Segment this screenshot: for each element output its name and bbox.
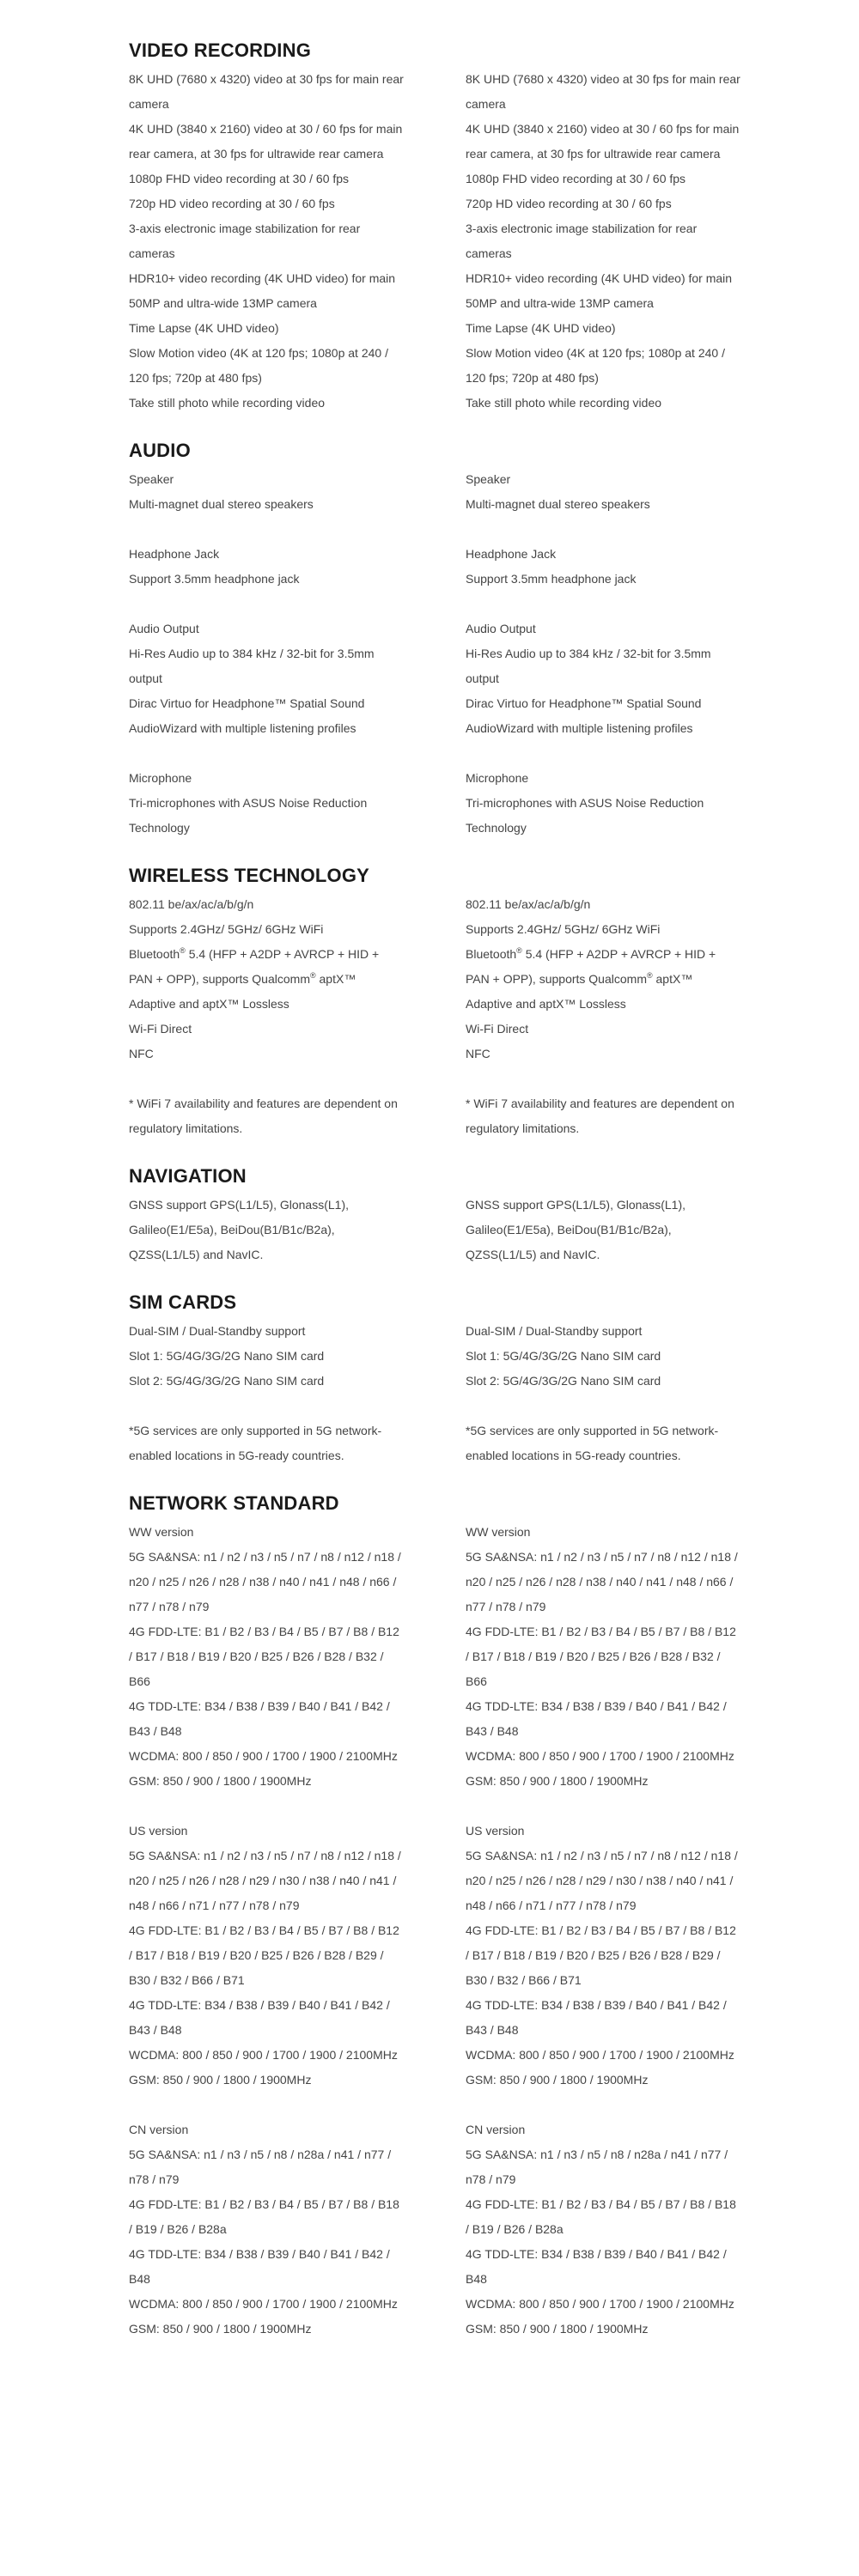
section-title: SIM CARDS <box>129 1291 237 1313</box>
spec-line: Tri-microphones with ASUS Noise Reduction Technology <box>466 796 704 835</box>
spec-line: 720p HD video recording at 30 / 60 fps <box>129 197 335 210</box>
block-spacer <box>466 517 740 542</box>
spec-line: 1080p FHD video recording at 30 / 60 fps <box>129 172 350 185</box>
spec-column-left <box>129 1319 404 1468</box>
spec-line: GNSS support GPS(L1/L5), Glonass(L1), Galileo(E1/E5a), BeiDou(B1/B1c/B2a), QZSS(L1/L5) and NavIC. <box>129 1198 349 1261</box>
spec-line: 5G SA&NSA: n1 / n2 / n3 / n5 / n7 / n8 / n12 / n18 / n20 / n25 / n26 / n28 / n29 / n30 / n38 / n40 / n41 / n48 / n66 / n71 / n77 / n78 / n79 <box>466 1849 738 1912</box>
spec-column-left <box>129 467 404 841</box>
spec-line: Slow Motion video (4K at 120 fps; 1080p at 240 / 120 fps; 720p at 480 fps) <box>466 346 725 385</box>
spec-block <box>129 542 404 592</box>
spec-line: GSM: 850 / 900 / 1800 / 1900MHz <box>466 2322 649 2336</box>
spec-line: Supports 2.4GHz/ 5GHz/ 6GHz WiFi <box>129 922 324 936</box>
spec-line: Speaker <box>129 472 174 486</box>
spec-line: Slot 2: 5G/4G/3G/2G Nano SIM card <box>129 1374 325 1388</box>
block-spacer <box>466 592 740 617</box>
spec-block <box>129 2117 404 2342</box>
spec-block <box>466 67 740 416</box>
spec-block <box>466 1419 740 1468</box>
section-title: AUDIO <box>129 440 191 461</box>
spec-line: 3-axis electronic image stabilization for rear cameras <box>466 222 698 260</box>
spec-line: 8K UHD (7680 x 4320) video at 30 fps for main rear camera <box>129 72 404 111</box>
spec-line: 4G FDD-LTE: B1 / B2 / B3 / B4 / B5 / B7 / B8 / B12 / B17 / B18 / B19 / B20 / B25 / B26 / B28 / B32 / B66 <box>466 1625 736 1688</box>
block-spacer <box>466 2093 740 2117</box>
spec-line: WCDMA: 800 / 850 / 900 / 1700 / 1900 / 2100MHz <box>466 2297 734 2311</box>
spec-line: Time Lapse (4K UHD video) <box>466 321 616 335</box>
spec-line: Hi-Res Audio up to 384 kHz / 32-bit for 3.5mm output <box>466 647 711 685</box>
spec-line: 4G TDD-LTE: B34 / B38 / B39 / B40 / B41 / B42 / B43 / B48 <box>129 1998 390 2037</box>
spec-line: Audio Output <box>466 622 536 635</box>
spec-line: 1080p FHD video recording at 30 / 60 fps <box>466 172 686 185</box>
spec-line: Slot 1: 5G/4G/3G/2G Nano SIM card <box>129 1349 325 1363</box>
spec-columns <box>129 67 765 416</box>
spec-column-right <box>466 892 740 1141</box>
spec-block <box>129 467 404 517</box>
spec-line: Headphone Jack <box>466 547 557 561</box>
spec-line: 4G FDD-LTE: B1 / B2 / B3 / B4 / B5 / B7 / B8 / B12 / B17 / B18 / B19 / B20 / B25 / B26 / B28 / B29 / B30 / B32 / B66 / B71 <box>466 1923 736 1987</box>
spec-line: * WiFi 7 availability and features are dependent on regulatory limitations. <box>466 1097 734 1135</box>
spec-line: *5G services are only supported in 5G network-enabled locations in 5G-ready countries. <box>129 1424 382 1462</box>
spec-line: Dirac Virtuo for Headphone™ Spatial Sound <box>129 696 365 710</box>
spec-columns <box>129 892 765 1141</box>
spec-block <box>466 1520 740 1794</box>
spec-line: * WiFi 7 availability and features are dependent on regulatory limitations. <box>129 1097 398 1135</box>
spec-line: 4G TDD-LTE: B34 / B38 / B39 / B40 / B41 / B42 / B43 / B48 <box>466 1998 727 2037</box>
spec-line: GSM: 850 / 900 / 1800 / 1900MHz <box>466 1774 649 1788</box>
spec-line: WCDMA: 800 / 850 / 900 / 1700 / 1900 / 2100MHz <box>466 2048 734 2062</box>
section-audio <box>129 434 765 841</box>
spec-column-right <box>466 1520 740 2342</box>
spec-line: HDR10+ video recording (4K UHD video) for main 50MP and ultra-wide 13MP camera <box>466 271 733 310</box>
spec-line: CN version <box>466 2123 526 2136</box>
spec-line: 5G SA&NSA: n1 / n2 / n3 / n5 / n7 / n8 / n12 / n18 / n20 / n25 / n26 / n28 / n29 / n30 / n38 / n40 / n41 / n48 / n66 / n71 / n77 / n78 / n79 <box>129 1849 401 1912</box>
spec-line: 4G FDD-LTE: B1 / B2 / B3 / B4 / B5 / B7 / B8 / B12 / B17 / B18 / B19 / B20 / B25 / B26 / B28 / B32 / B66 <box>129 1625 399 1688</box>
spec-line: US version <box>129 1824 188 1838</box>
block-spacer <box>129 592 404 617</box>
spec-line: Hi-Res Audio up to 384 kHz / 32-bit for 3.5mm output <box>129 647 375 685</box>
spec-line: Support 3.5mm headphone jack <box>129 572 300 586</box>
spec-block <box>466 467 740 517</box>
block-spacer <box>129 1066 404 1091</box>
spec-line: AudioWizard with multiple listening profiles <box>466 721 693 735</box>
spec-line: Tri-microphones with ASUS Noise Reduction Technology <box>129 796 368 835</box>
spec-line: 5G SA&NSA: n1 / n3 / n5 / n8 / n28a / n41 / n77 / n78 / n79 <box>466 2148 728 2186</box>
block-spacer <box>129 517 404 542</box>
spec-line: Wi-Fi Direct <box>466 1022 529 1036</box>
block-spacer <box>129 1394 404 1419</box>
spec-line: 4K UHD (3840 x 2160) video at 30 / 60 fps for main rear camera, at 30 fps for ultrawide rear camera <box>129 122 403 161</box>
spec-line: 5G SA&NSA: n1 / n2 / n3 / n5 / n7 / n8 / n12 / n18 / n20 / n25 / n26 / n28 / n38 / n40 / n41 / n48 / n66 / n77 / n78 / n79 <box>466 1550 738 1613</box>
spec-line: GSM: 850 / 900 / 1800 / 1900MHz <box>129 2073 312 2087</box>
spec-line: AudioWizard with multiple listening profiles <box>129 721 356 735</box>
spec-line: Time Lapse (4K UHD video) <box>129 321 279 335</box>
spec-line: Dual-SIM / Dual-Standby support <box>466 1324 643 1338</box>
spec-line: WCDMA: 800 / 850 / 900 / 1700 / 1900 / 2100MHz <box>129 2297 398 2311</box>
spec-column-right <box>466 1319 740 1468</box>
spec-line: 802.11 be/ax/ac/a/b/g/n <box>466 897 591 911</box>
spec-block <box>129 67 404 416</box>
block-spacer <box>129 741 404 766</box>
spec-block <box>129 892 404 1066</box>
spec-line: Bluetooth® 5.4 (HFP + A2DP + AVRCP + HID + PAN + OPP), supports Qualcomm® aptX™ Adaptive and aptX™ Lossless <box>129 946 380 1011</box>
spec-line: WCDMA: 800 / 850 / 900 / 1700 / 1900 / 2100MHz <box>129 1749 398 1763</box>
section-title: NETWORK STANDARD <box>129 1492 339 1514</box>
spec-block <box>129 1819 404 2093</box>
spec-block <box>129 1520 404 1794</box>
block-spacer <box>466 1794 740 1819</box>
spec-line: 4G FDD-LTE: B1 / B2 / B3 / B4 / B5 / B7 / B8 / B18 / B19 / B26 / B28a <box>129 2197 399 2236</box>
spec-line: 5G SA&NSA: n1 / n2 / n3 / n5 / n7 / n8 / n12 / n18 / n20 / n25 / n26 / n28 / n38 / n40 / n41 / n48 / n66 / n77 / n78 / n79 <box>129 1550 401 1613</box>
spec-line: GSM: 850 / 900 / 1800 / 1900MHz <box>129 2322 312 2336</box>
spec-block <box>466 1091 740 1141</box>
spec-line: US version <box>466 1824 525 1838</box>
spec-line: 4G TDD-LTE: B34 / B38 / B39 / B40 / B41 / B42 / B48 <box>466 2247 727 2286</box>
spec-block <box>129 1193 404 1267</box>
spec-page <box>129 0 765 2342</box>
section-wireless-technology <box>129 860 765 1141</box>
spec-line: *5G services are only supported in 5G network-enabled locations in 5G-ready countries. <box>466 1424 719 1462</box>
section-video-recording <box>129 34 765 416</box>
spec-column-left <box>129 892 404 1141</box>
block-spacer <box>129 2093 404 2117</box>
spec-line: 4K UHD (3840 x 2160) video at 30 / 60 fps for main rear camera, at 30 fps for ultrawide rear camera <box>466 122 740 161</box>
spec-block <box>466 1319 740 1394</box>
spec-line: Speaker <box>466 472 511 486</box>
spec-block <box>129 1319 404 1394</box>
spec-line: Wi-Fi Direct <box>129 1022 192 1036</box>
spec-block <box>466 766 740 841</box>
block-spacer <box>466 1394 740 1419</box>
spec-columns <box>129 1193 765 1267</box>
spec-block <box>466 1819 740 2093</box>
spec-block <box>466 617 740 741</box>
spec-line: Dual-SIM / Dual-Standby support <box>129 1324 306 1338</box>
spec-line: Support 3.5mm headphone jack <box>466 572 637 586</box>
spec-line: Take still photo while recording video <box>129 396 326 410</box>
spec-block <box>129 1419 404 1468</box>
spec-block <box>466 542 740 592</box>
spec-columns <box>129 1520 765 2342</box>
spec-block <box>129 766 404 841</box>
spec-line: 802.11 be/ax/ac/a/b/g/n <box>129 897 254 911</box>
spec-line: HDR10+ video recording (4K UHD video) for main 50MP and ultra-wide 13MP camera <box>129 271 396 310</box>
spec-line: 4G FDD-LTE: B1 / B2 / B3 / B4 / B5 / B7 / B8 / B18 / B19 / B26 / B28a <box>466 2197 736 2236</box>
spec-line: GSM: 850 / 900 / 1800 / 1900MHz <box>466 2073 649 2087</box>
spec-line: 5G SA&NSA: n1 / n3 / n5 / n8 / n28a / n41 / n77 / n78 / n79 <box>129 2148 392 2186</box>
spec-column-right <box>466 1193 740 1267</box>
spec-line: WCDMA: 800 / 850 / 900 / 1700 / 1900 / 2100MHz <box>466 1749 734 1763</box>
spec-line: WW version <box>466 1525 531 1539</box>
spec-line: 3-axis electronic image stabilization for rear cameras <box>129 222 361 260</box>
section-title: NAVIGATION <box>129 1165 247 1187</box>
spec-line: Microphone <box>129 771 192 785</box>
spec-line: CN version <box>129 2123 189 2136</box>
section-network-standard <box>129 1487 765 2342</box>
spec-column-left <box>129 1520 404 2342</box>
spec-line: NFC <box>466 1047 490 1060</box>
section-title: VIDEO RECORDING <box>129 39 312 61</box>
block-spacer <box>129 1794 404 1819</box>
spec-block <box>129 617 404 741</box>
spec-line: Bluetooth® 5.4 (HFP + A2DP + AVRCP + HID + PAN + OPP), supports Qualcomm® aptX™ Adaptive and aptX™ Lossless <box>466 946 716 1011</box>
spec-line: Microphone <box>466 771 529 785</box>
section-title: WIRELESS TECHNOLOGY <box>129 865 370 886</box>
block-spacer <box>466 741 740 766</box>
spec-column-right <box>466 67 740 416</box>
spec-line: 720p HD video recording at 30 / 60 fps <box>466 197 672 210</box>
spec-line: WCDMA: 800 / 850 / 900 / 1700 / 1900 / 2100MHz <box>129 2048 398 2062</box>
spec-block <box>466 892 740 1066</box>
section-navigation <box>129 1160 765 1267</box>
spec-columns <box>129 1319 765 1468</box>
spec-line: GSM: 850 / 900 / 1800 / 1900MHz <box>129 1774 312 1788</box>
spec-line: 8K UHD (7680 x 4320) video at 30 fps for main rear camera <box>466 72 740 111</box>
spec-line: Slot 2: 5G/4G/3G/2G Nano SIM card <box>466 1374 661 1388</box>
spec-line: NFC <box>129 1047 154 1060</box>
spec-line: Dirac Virtuo for Headphone™ Spatial Sound <box>466 696 702 710</box>
spec-block <box>129 1091 404 1141</box>
block-spacer <box>466 1066 740 1091</box>
spec-columns <box>129 467 765 841</box>
spec-line: Slot 1: 5G/4G/3G/2G Nano SIM card <box>466 1349 661 1363</box>
spec-line: 4G TDD-LTE: B34 / B38 / B39 / B40 / B41 / B42 / B43 / B48 <box>466 1699 727 1738</box>
spec-line: Take still photo while recording video <box>466 396 662 410</box>
spec-line: 4G TDD-LTE: B34 / B38 / B39 / B40 / B41 / B42 / B43 / B48 <box>129 1699 390 1738</box>
spec-column-left <box>129 1193 404 1267</box>
spec-block <box>466 2117 740 2342</box>
spec-line: Multi-magnet dual stereo speakers <box>129 497 314 511</box>
spec-line: Headphone Jack <box>129 547 220 561</box>
spec-line: Multi-magnet dual stereo speakers <box>466 497 650 511</box>
spec-column-left <box>129 67 404 416</box>
spec-line: GNSS support GPS(L1/L5), Glonass(L1), Galileo(E1/E5a), BeiDou(B1/B1c/B2a), QZSS(L1/L5) and NavIC. <box>466 1198 685 1261</box>
spec-line: Slow Motion video (4K at 120 fps; 1080p at 240 / 120 fps; 720p at 480 fps) <box>129 346 388 385</box>
spec-line: WW version <box>129 1525 194 1539</box>
spec-line: 4G FDD-LTE: B1 / B2 / B3 / B4 / B5 / B7 / B8 / B12 / B17 / B18 / B19 / B20 / B25 / B26 / B28 / B29 / B30 / B32 / B66 / B71 <box>129 1923 399 1987</box>
section-sim-cards <box>129 1286 765 1468</box>
spec-block <box>466 1193 740 1267</box>
spec-line: Audio Output <box>129 622 199 635</box>
spec-line: Supports 2.4GHz/ 5GHz/ 6GHz WiFi <box>466 922 661 936</box>
spec-line: 4G TDD-LTE: B34 / B38 / B39 / B40 / B41 / B42 / B48 <box>129 2247 390 2286</box>
spec-column-right <box>466 467 740 841</box>
